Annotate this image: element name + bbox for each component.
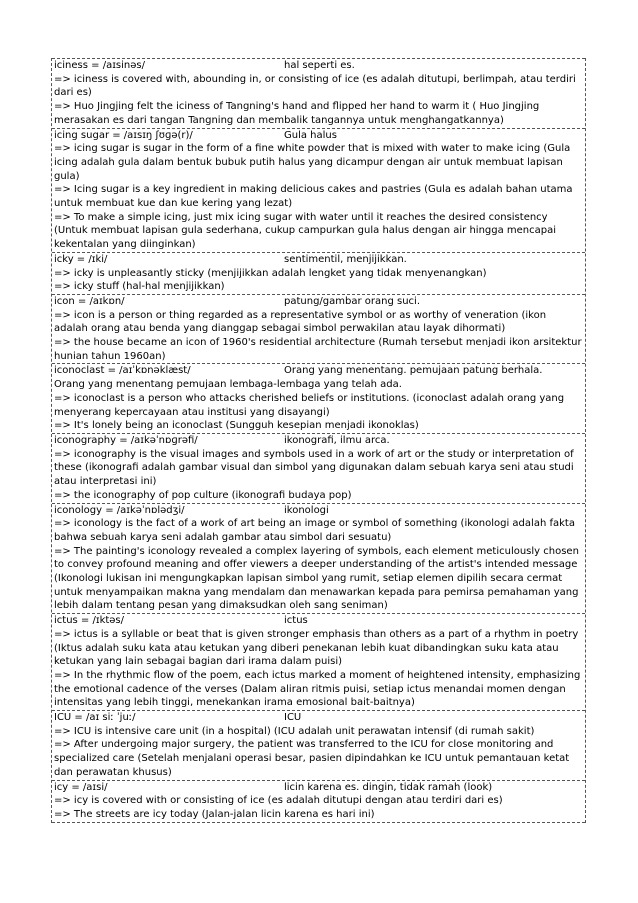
entry-header [54,781,583,795]
entry-term: icing sugar = /aɪsɪŋ ʃʊɡə(r)/ [54,129,193,141]
dictionary-entry [52,433,585,503]
entry-meaning: patung/gambar orang suci. [284,295,420,307]
dictionary-entry [52,503,585,614]
dictionary-entry [52,710,585,780]
entry-line: Orang yang menentang pemujaan lembaga-lembaga yang telah ada. [54,379,402,391]
entry-line: => the iconography of pop culture (ikonografi budaya pop) [54,489,352,501]
entry-meaning: ikonologi [284,504,329,516]
dictionary-sheet [51,58,586,823]
entry-line: => The painting's iconology revealed a complex layering of symbols, each element meticulously chosen to convey profound meaning and offer viewers a deeper understanding of the artist's intended message (Ikonologi lukisan ini mengungkapkan lapisan simbol yang rumit, setiap elemen dipilih secara cermat untuk menyampaikan makna yang mendalam dan menawarkan kepada para pemirsa pemahaman yang lebih dalam tentang pesan yang dimaksudkan oleh sang seniman) [54,545,579,612]
entry-line: => Huo Jingjing felt the iciness of Tangning's hand and flipped her hand to warm it ( Huo Jingjing merasakan es dari tangan Tangning dan membalik tangannya untuk menghangatkannya) [54,101,540,126]
entry-meaning: sentimentil, menjijikkan. [284,253,407,265]
entry-line: => Icing sugar is a key ingredient in making delicious cakes and pastries (Gula es adalah bahan utama untuk membuat kue dan kue kering yang lezat) [54,184,573,210]
dictionary-entry [52,363,585,433]
entry-header [54,253,583,267]
dictionary-entry [52,294,585,364]
entry-line: => icon is a person or thing regarded as a representative symbol or as worthy of veneration (ikon adalah orang atau benda yang dianggap sebagai simbol perwakilan atau layak dihormati) [54,309,547,335]
entry-meaning: Gula halus [284,129,337,141]
entry-line: => In the rhythmic flow of the poem, each ictus marked a moment of heightened intensity, emphasizing the emotional cadence of the verses (Dalam aliran ritmis puisi, setiap ictus menandai momen dengan intensitas yang lebih tinggi, menekankan irama emosional bait-baitnya) [54,669,581,709]
entry-line: => icky stuff (hal-hal menjijikkan) [54,281,225,293]
entry-line: => the house became an icon of 1960's residential architecture (Rumah tersebut menjadi ikon arsitektur hunian tahun 1960an) [54,337,582,362]
entry-term: ICU = /aɪ siː ˈjuː/ [54,712,136,724]
entry-line: => ictus is a syllable or beat that is given stronger emphasis than others as a part of a rhythm in poetry (Iktus adalah suku kata atau ketukan yang diberi penekanan lebih kuat dibandingkan suku kata atau ketukan yang lain sebagai bagian dari irama dalam puisi) [54,628,579,668]
entry-line: => icy is covered with or consisting of ice (es adalah ditutupi dengan atau terdiri dari es) [54,795,503,807]
entry-header [54,434,583,448]
entry-line: => iconology is the fact of a work of art being an image or symbol of something (ikonologi adalah fakta bahwa sebuah karya seni adalah gambar atau simbol dari sesuatu) [54,518,575,543]
entry-line: => It's lonely being an iconoclast (Sungguh kesepian menjadi ikonoklas) [54,420,419,432]
entry-header [54,504,583,518]
entry-line: => ICU is intensive care unit (in a hospital) (ICU adalah unit perawatan intensif (di rumah sakit) [54,725,535,737]
dictionary-entry [52,613,585,710]
entry-term: ictus = /ɪktəs/ [54,615,125,627]
entry-line: => To make a simple icing, just mix icing sugar with water until it reaches the desired consistency (Untuk membuat lapisan gula sederhana, cukup campurkan gula halus dengan air hingga mencapai kekentalan yang diinginkan) [54,211,557,251]
dictionary-entry [52,58,585,128]
entry-term: iconology = /aɪkəˈnɒlədʒi/ [54,504,185,516]
entry-header [54,59,583,73]
entry-header [54,364,583,378]
entry-term: icon = /aɪkɒn/ [54,295,125,307]
entry-line: => iconography is the visual images and symbols used in a work of art or the study or interpretation of these (ikonografi adalah gambar visual dan simbol yang digunakan dalam sebuah karya seni atau studi atau interpretasi ini) [54,448,574,488]
dictionary-entry [52,252,585,294]
entry-meaning: hal seperti es. [284,60,355,71]
dictionary-entry [52,780,585,823]
entry-term: icky = /ɪki/ [54,253,108,265]
entry-meaning: ictus [284,615,308,627]
entry-line: => icing sugar is sugar in the form of a fine white powder that is mixed with water to make icing (Gula icing adalah gula dalam bentuk bubuk putih halus yang dicampur dengan air untuk membuat lapisan gula) [54,143,571,182]
entry-meaning: ICU [284,712,302,724]
entry-line: => After undergoing major surgery, the patient was transferred to the ICU for close monitoring and specialized care (Setelah menjalani operasi besar, pasien dipindahkan ke ICU untuk pemantauan ketat dan perawatan khusus) [54,739,570,778]
entry-header [54,711,583,725]
entry-header [54,295,583,309]
entry-header [54,129,583,143]
entry-line: => The streets are icy today (Jalan-jalan licin karena es hari ini) [54,808,375,820]
entry-line: => iconoclast is a person who attacks cherished beliefs or institutions. (iconoclast adalah orang yang menyerang kepercayaan atau institusi yang disayangi) [54,392,565,418]
entry-term: iconography = /aɪkəˈnɒɡrəfi/ [54,434,198,446]
entry-line: => iciness is covered with, abounding in, or consisting of ice (es adalah ditutupi, berlimpah, atau terdiri dari es) [54,73,576,99]
entry-term: iconoclast = /aɪˈkɒnəklæst/ [54,365,191,377]
entry-meaning: ikonografi, ilmu arca. [284,434,390,446]
entry-line: => icky is unpleasantly sticky (menjijikkan adalah lengket yang tidak menyenangkan) [54,267,487,279]
entry-meaning: Orang yang menentang. pemujaan patung berhala. [284,365,543,377]
entry-term: iciness = /aɪsinəs/ [54,60,145,71]
entry-term: icy = /aɪsi/ [54,781,108,793]
entry-header [54,614,583,628]
entry-meaning: licin karena es. dingin, tidak ramah (look) [284,781,493,793]
dictionary-entry [52,128,585,252]
